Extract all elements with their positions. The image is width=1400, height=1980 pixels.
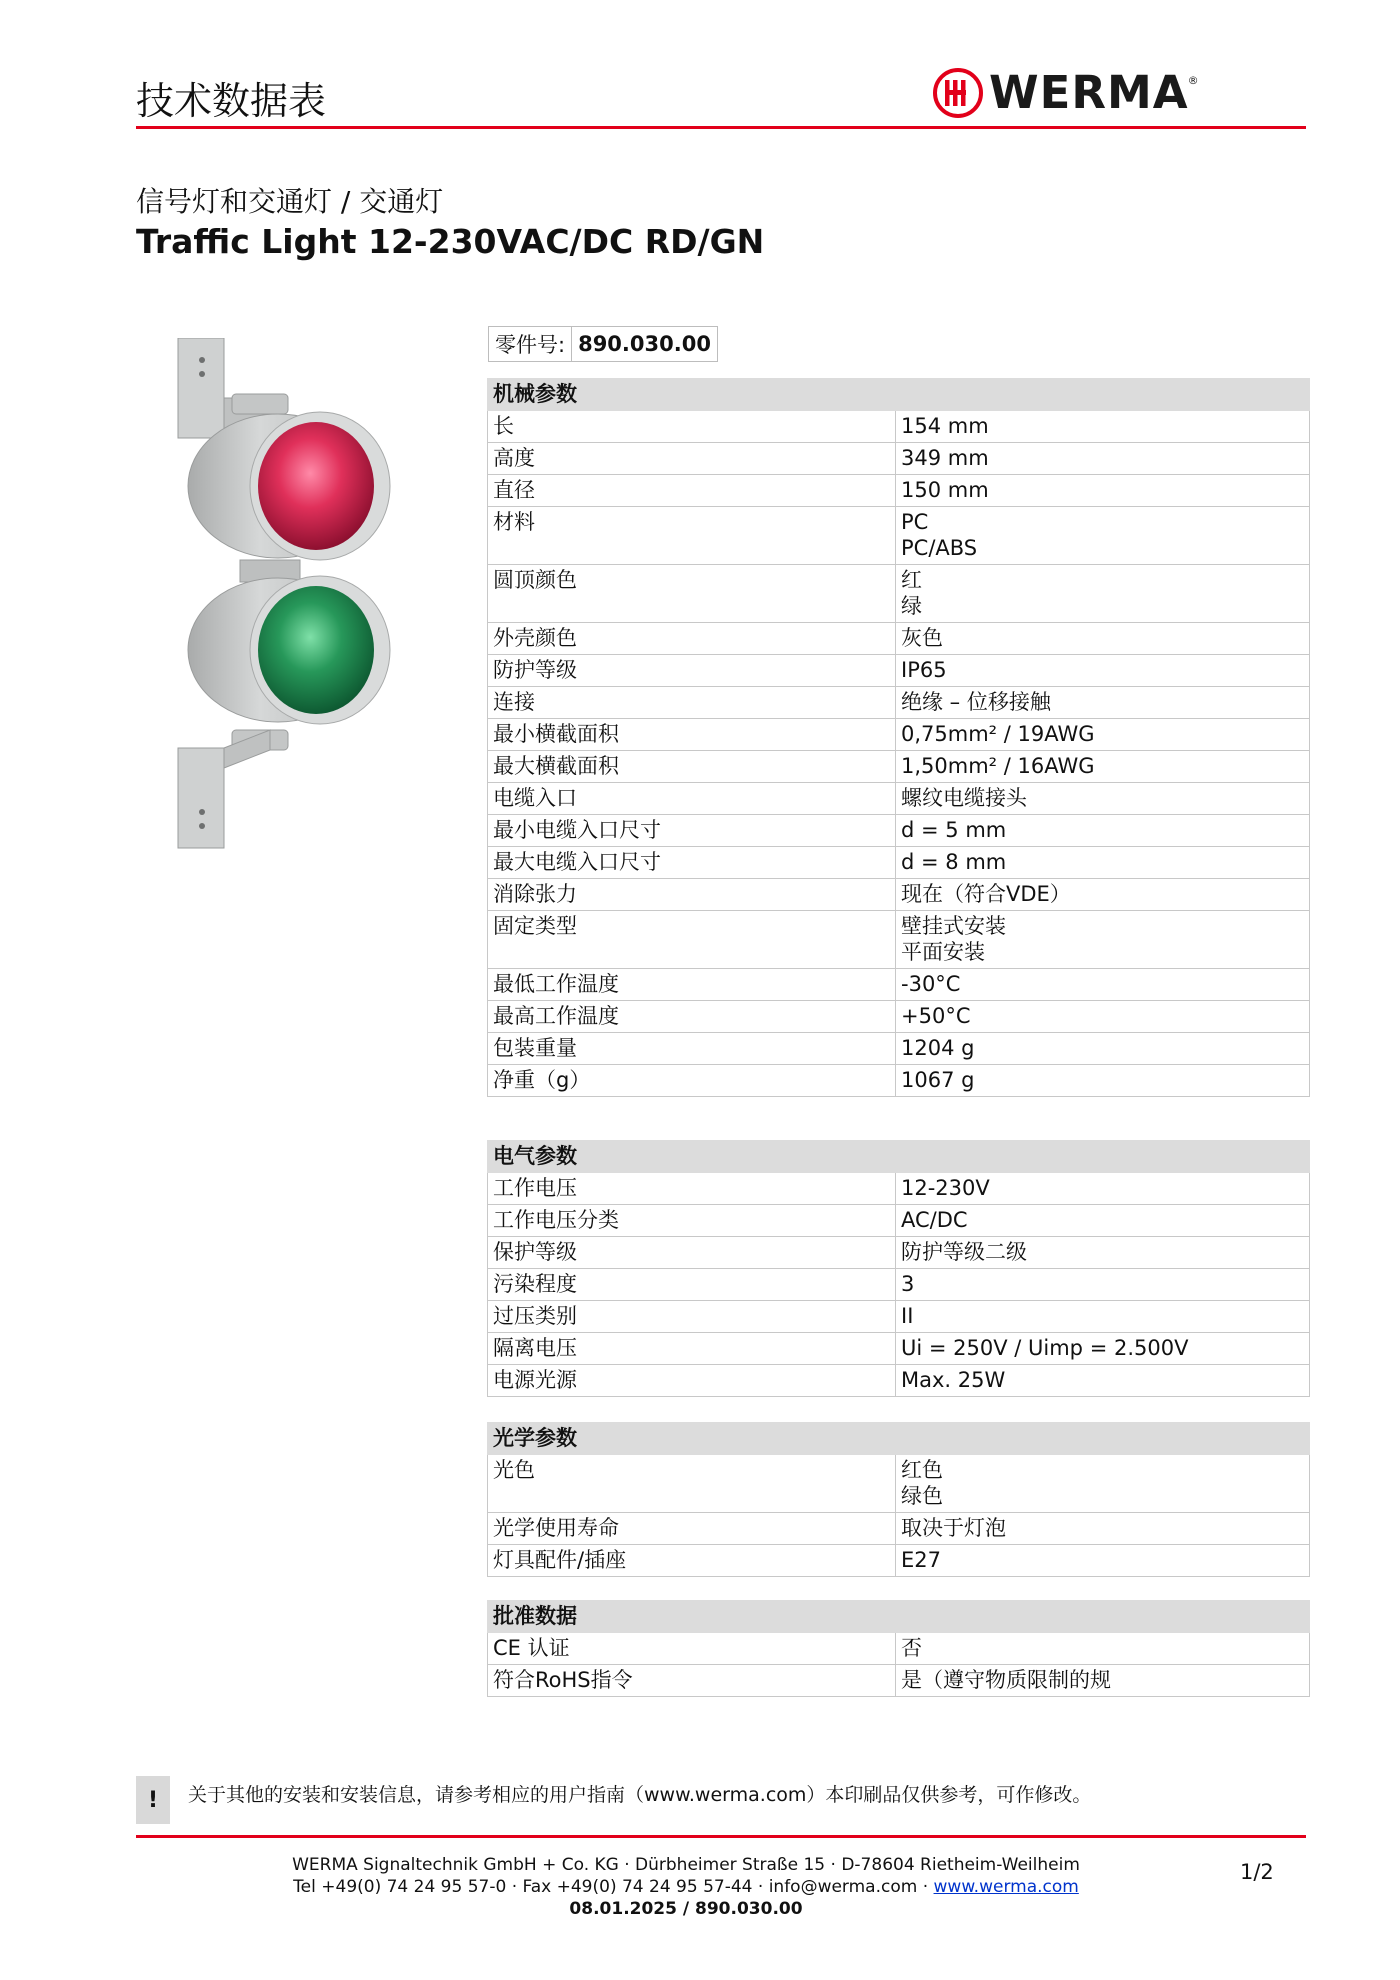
werma-logo-text: WERMA (989, 66, 1189, 119)
part-number-box (488, 326, 718, 362)
spec-row (488, 1269, 1310, 1301)
info-note-text: 关于其他的安装和安装信息，请参考相应的用户指南（www.werma.com）本印刷品仅供参考，可作修改。 (188, 1784, 1092, 1806)
spec-row (488, 847, 1310, 879)
part-number-value: 890.030.00 (578, 332, 711, 356)
spec-label: 最大横截面积 (488, 751, 896, 783)
spec-label: 固定类型 (488, 911, 896, 969)
spec-label: 光学使用寿命 (488, 1513, 896, 1545)
spec-label: 光色 (488, 1455, 896, 1513)
spec-value-line: -30°C (901, 972, 961, 996)
spec-row (488, 1455, 1310, 1513)
spec-row (488, 1001, 1310, 1033)
spec-value (896, 1333, 1310, 1365)
approval-data-table (487, 1600, 1310, 1697)
spec-value-line: 1204 g (901, 1036, 975, 1060)
spec-value-line: Max. 25W (901, 1368, 1006, 1392)
werma-logo-mark-icon (933, 68, 983, 118)
spec-value-line: +50°C (901, 1004, 971, 1028)
section-title: 机械参数 (488, 379, 1310, 411)
spec-row (488, 1333, 1310, 1365)
spec-label: 最小横截面积 (488, 719, 896, 751)
spec-row (488, 751, 1310, 783)
spec-row (488, 1205, 1310, 1237)
footer-company-address: WERMA Signaltechnik GmbH + Co. KG · Dürbheimer Straße 15 · D-78604 Rietheim-Weilheim (292, 1855, 1080, 1875)
spec-label: 过压类别 (488, 1301, 896, 1333)
spec-value-line: 1067 g (901, 1068, 975, 1092)
spec-value-line: 是（遵守物质限制的规 (901, 1668, 1111, 1692)
spec-value (896, 911, 1310, 969)
spec-value-line: 取决于灯泡 (901, 1516, 1006, 1540)
spec-row (488, 443, 1310, 475)
spec-row (488, 911, 1310, 969)
spec-value (896, 443, 1310, 475)
spec-value-line: 绿 (901, 594, 922, 618)
section-header (488, 1141, 1310, 1173)
section-title: 批准数据 (488, 1601, 1310, 1633)
spec-label: 最小电缆入口尺寸 (488, 815, 896, 847)
spec-value-line: PC (901, 510, 929, 534)
spec-value-line: 绝缘 – 位移接触 (901, 690, 1051, 714)
spec-row (488, 1173, 1310, 1205)
spec-row (488, 623, 1310, 655)
spec-value (896, 623, 1310, 655)
spec-value-line: 防护等级二级 (901, 1240, 1027, 1264)
info-note-icon: ! (136, 1776, 170, 1824)
spec-value (896, 1455, 1310, 1513)
spec-row (488, 1545, 1310, 1577)
spec-value (896, 783, 1310, 815)
spec-value (896, 879, 1310, 911)
spec-value-line: 螺纹电缆接头 (901, 786, 1027, 810)
spec-value (896, 1365, 1310, 1397)
spec-label: 连接 (488, 687, 896, 719)
product-name: Traffic Light 12-230VAC/DC RD/GN (136, 222, 765, 261)
spec-value-line: 灰色 (901, 626, 943, 650)
spec-value (896, 1237, 1310, 1269)
spec-value-line: 3 (901, 1272, 915, 1296)
spec-label: 工作电压 (488, 1173, 896, 1205)
spec-label: CE 认证 (488, 1633, 896, 1665)
spec-value (896, 1513, 1310, 1545)
spec-value-line: E27 (901, 1548, 941, 1572)
header-rule (136, 126, 1306, 129)
product-category: 信号灯和交通灯 / 交通灯 (136, 185, 444, 218)
mechanical-specs-table (487, 378, 1310, 1097)
spec-row (488, 1065, 1310, 1097)
spec-value-line: Ui = 250V / Uimp = 2.500V (901, 1336, 1189, 1360)
spec-value-line: 1,50mm² / 16AWG (901, 754, 1095, 778)
spec-label: 材料 (488, 507, 896, 565)
section-title: 光学参数 (488, 1423, 1310, 1455)
spec-row (488, 879, 1310, 911)
traffic-light-image (170, 338, 420, 868)
spec-value-line: 红色 (901, 1458, 943, 1482)
registered-mark: ® (1187, 74, 1199, 87)
spec-label: 高度 (488, 443, 896, 475)
spec-row (488, 655, 1310, 687)
spec-row (488, 411, 1310, 443)
spec-row (488, 1513, 1310, 1545)
spec-value-line: 壁挂式安装 (901, 914, 1006, 938)
spec-row (488, 719, 1310, 751)
spec-value (896, 1633, 1310, 1665)
spec-row (488, 1665, 1310, 1697)
spec-label: 长 (488, 411, 896, 443)
spec-value (896, 1065, 1310, 1097)
spec-label: 污染程度 (488, 1269, 896, 1301)
spec-value (896, 687, 1310, 719)
spec-label: 包装重量 (488, 1033, 896, 1065)
spec-value (896, 655, 1310, 687)
spec-label: 防护等级 (488, 655, 896, 687)
spec-label: 符合RoHS指令 (488, 1665, 896, 1697)
footer-website-link[interactable]: www.werma.com (933, 1877, 1079, 1897)
spec-value-line: 150 mm (901, 478, 989, 502)
spec-label: 圆顶颜色 (488, 565, 896, 623)
spec-row (488, 687, 1310, 719)
spec-value (896, 565, 1310, 623)
spec-value (896, 969, 1310, 1001)
spec-value (896, 1545, 1310, 1577)
spec-value-line: 否 (901, 1636, 922, 1660)
spec-value-line: 349 mm (901, 446, 989, 470)
footer-date-part: 08.01.2025 / 890.030.00 (569, 1899, 803, 1919)
spec-value-line: d = 8 mm (901, 850, 1007, 874)
footer-contact-text: Tel +49(0) 74 24 95 57-0 · Fax +49(0) 74 24 95 57-44 · info@werma.com · (293, 1877, 934, 1897)
section-header (488, 379, 1310, 411)
footer (136, 1854, 1236, 1920)
spec-row (488, 475, 1310, 507)
section-header (488, 1423, 1310, 1455)
spec-row (488, 1633, 1310, 1665)
page-number: 1/2 (1240, 1860, 1274, 1884)
spec-value-line: 0,75mm² / 19AWG (901, 722, 1095, 746)
part-number-label: 零件号: (489, 327, 572, 361)
spec-row (488, 815, 1310, 847)
spec-value-line: II (901, 1304, 914, 1328)
spec-value-line: AC/DC (901, 1208, 968, 1232)
spec-label: 最高工作温度 (488, 1001, 896, 1033)
spec-value-line: 12-230V (901, 1176, 990, 1200)
spec-label: 电源光源 (488, 1365, 896, 1397)
spec-row (488, 1237, 1310, 1269)
spec-row (488, 969, 1310, 1001)
spec-value (896, 719, 1310, 751)
section-header (488, 1601, 1310, 1633)
spec-row (488, 1365, 1310, 1397)
spec-value (896, 1173, 1310, 1205)
spec-value (896, 1033, 1310, 1065)
spec-value-line: 绿色 (901, 1484, 943, 1508)
spec-value-line: 154 mm (901, 414, 989, 438)
spec-value (896, 847, 1310, 879)
spec-value-line: 现在（符合VDE） (901, 882, 1071, 906)
spec-label: 外壳颜色 (488, 623, 896, 655)
section-title: 电气参数 (488, 1141, 1310, 1173)
optical-specs-table (487, 1422, 1310, 1577)
spec-row (488, 783, 1310, 815)
spec-label: 工作电压分类 (488, 1205, 896, 1237)
spec-value (896, 1301, 1310, 1333)
spec-label: 灯具配件/插座 (488, 1545, 896, 1577)
spec-label: 保护等级 (488, 1237, 896, 1269)
spec-row (488, 507, 1310, 565)
spec-label: 电缆入口 (488, 783, 896, 815)
spec-value-line: PC/ABS (901, 536, 978, 560)
spec-label: 直径 (488, 475, 896, 507)
spec-label: 最低工作温度 (488, 969, 896, 1001)
spec-row (488, 1301, 1310, 1333)
spec-value (896, 751, 1310, 783)
spec-row (488, 565, 1310, 623)
footer-contact (136, 1876, 1236, 1898)
spec-label: 消除张力 (488, 879, 896, 911)
spec-value-line: 平面安装 (901, 940, 985, 964)
spec-label: 隔离电压 (488, 1333, 896, 1365)
document-title: 技术数据表 (136, 79, 327, 123)
spec-value-line: IP65 (901, 658, 947, 682)
spec-value (896, 475, 1310, 507)
spec-value (896, 815, 1310, 847)
werma-logo (933, 66, 1199, 119)
spec-value-line: 红 (901, 568, 922, 592)
spec-value (896, 1665, 1310, 1697)
electrical-specs-table (487, 1140, 1310, 1397)
spec-value (896, 507, 1310, 565)
spec-value (896, 1001, 1310, 1033)
spec-value (896, 1205, 1310, 1237)
spec-value-line: d = 5 mm (901, 818, 1007, 842)
spec-label: 最大电缆入口尺寸 (488, 847, 896, 879)
spec-value (896, 411, 1310, 443)
footer-rule (136, 1835, 1306, 1838)
spec-row (488, 1033, 1310, 1065)
spec-label: 净重（g） (488, 1065, 896, 1097)
spec-value (896, 1269, 1310, 1301)
